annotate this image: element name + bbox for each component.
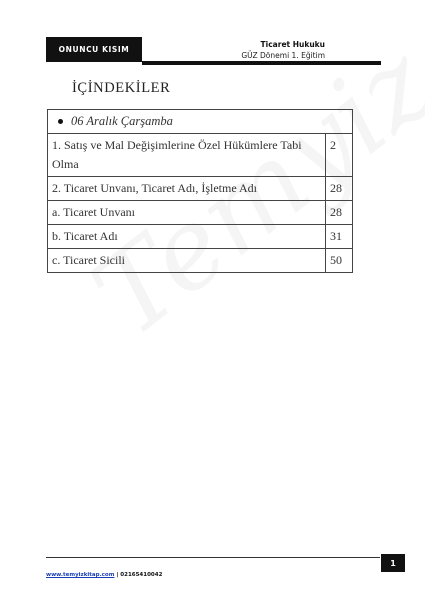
footer-rule [46,557,380,558]
toc-row[interactable] [48,225,353,249]
toc-row-title[interactable]: a. Ticaret Unvanı [48,201,326,225]
term-subtitle: GÜZ Dönemi 1. Eğitim [241,51,325,60]
footer-contact [46,572,162,578]
website-link[interactable]: www.temyizkitap.com [46,572,115,578]
toc-row-title[interactable]: 2. Ticaret Unvanı, Ticaret Adı, İşletme Adı [48,177,326,201]
toc-section-row [48,110,353,134]
page-number: 1 [390,558,396,568]
toc-row[interactable] [48,134,353,177]
toc-section-cell [48,110,353,134]
toc-row-title[interactable]: 1. Satış ve Mal Değişimlerine Özel Hükümlere Tabi Olma [48,134,326,177]
toc-row[interactable] [48,249,353,273]
toc-row[interactable] [48,177,353,201]
toc-row[interactable] [48,201,353,225]
section-label: ONUNCU KISIM [58,45,130,54]
toc-table [47,109,353,273]
course-title: Ticaret Hukuku [260,40,325,49]
footer-separator: | [116,572,119,578]
toc-row-page: 28 [326,177,353,201]
bullet-icon [58,119,63,124]
header-title-block [241,39,325,61]
toc-row-title[interactable]: b. Ticaret Adı [48,225,326,249]
toc-row-page: 31 [326,225,353,249]
phone-number: 02165410042 [120,572,163,578]
toc-section-title: 06 Aralık Çarşamba [71,114,173,128]
toc-row-title[interactable]: c. Ticaret Sicili [48,249,326,273]
section-badge [46,37,142,62]
toc-row-page: 2 [326,134,353,177]
toc-heading: İÇİNDEKİLER [72,80,171,96]
toc-row-page: 50 [326,249,353,273]
toc-row-page: 28 [326,201,353,225]
page-number-badge [381,554,405,572]
